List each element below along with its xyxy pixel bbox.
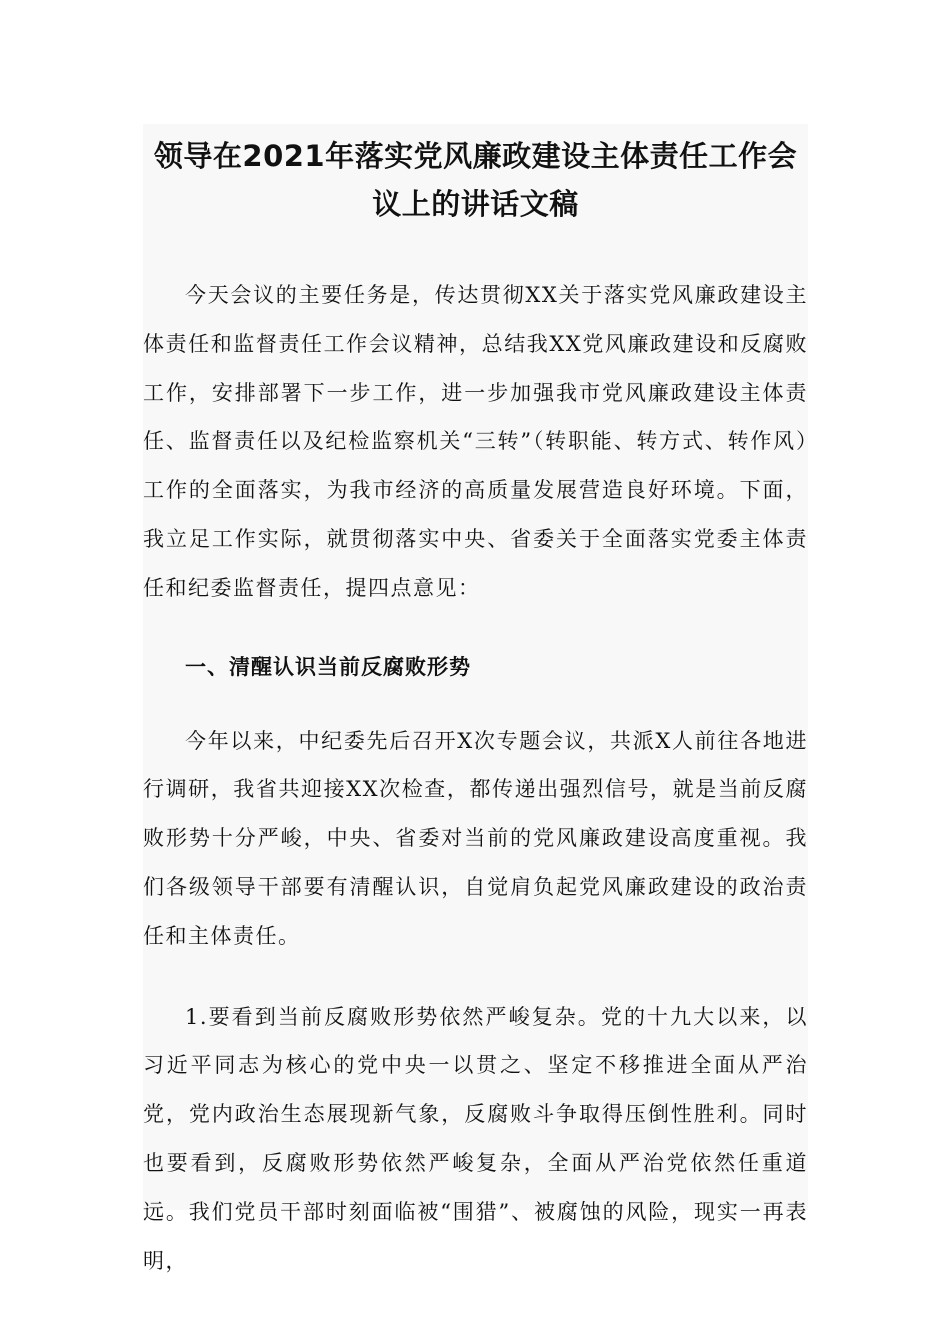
section-paragraph-2: 1.要看到当前反腐败形势依然严峻复杂。党的十九大以来，以习近平同志为核心的党中央一以贯之、坚定不移推进全面从严治党，党内政治生态展现新气象，反腐败斗争取得压倒性胜利。同时也要看到，反腐败形势依然严峻复杂，全面从严治党依然任重道远。我们党员干部时刻面临被“围猎”、被腐蚀的风险，现实一再表明， [143,1004,808,1273]
intro-paragraph: 今天会议的主要任务是，传达贯彻XX关于落实党风廉政建设主体责任和监督责任工作会议精神，总结我XX党风廉政建设和反腐败工作，安排部署下一步工作，进一步加强我市党风廉政建设主体责任、监督责任以及纪检监察机关“三转”（转职能、转方式、转作风）工作的全面落实，为我市经济的高质量发展营造良好环境。下面，我立足工作实际，就贯彻落实中央、省委关于全面落实党委主体责任和纪委监督责任，提四点意见： [143,283,808,600]
section-paragraph-1: 今年以来，中纪委先后召开X次专题会议，共派X人前往各地进行调研，我省共迎接XX次检查，都传递出强烈信号，就是当前反腐败形势十分严峻，中央、省委对当前的党风廉政建设高度重视。我们各级领导干部要有清醒认识，自觉肩负起党风廉政建设的政治责任和主体责任。 [143,728,808,948]
document-title: 领导在2021年落实党风廉政建设主体责任工作会议上的讲话文稿 [153,139,798,221]
section-heading: 一、清醒认识当前反腐败形势 [185,654,471,679]
document-body [143,124,808,1285]
